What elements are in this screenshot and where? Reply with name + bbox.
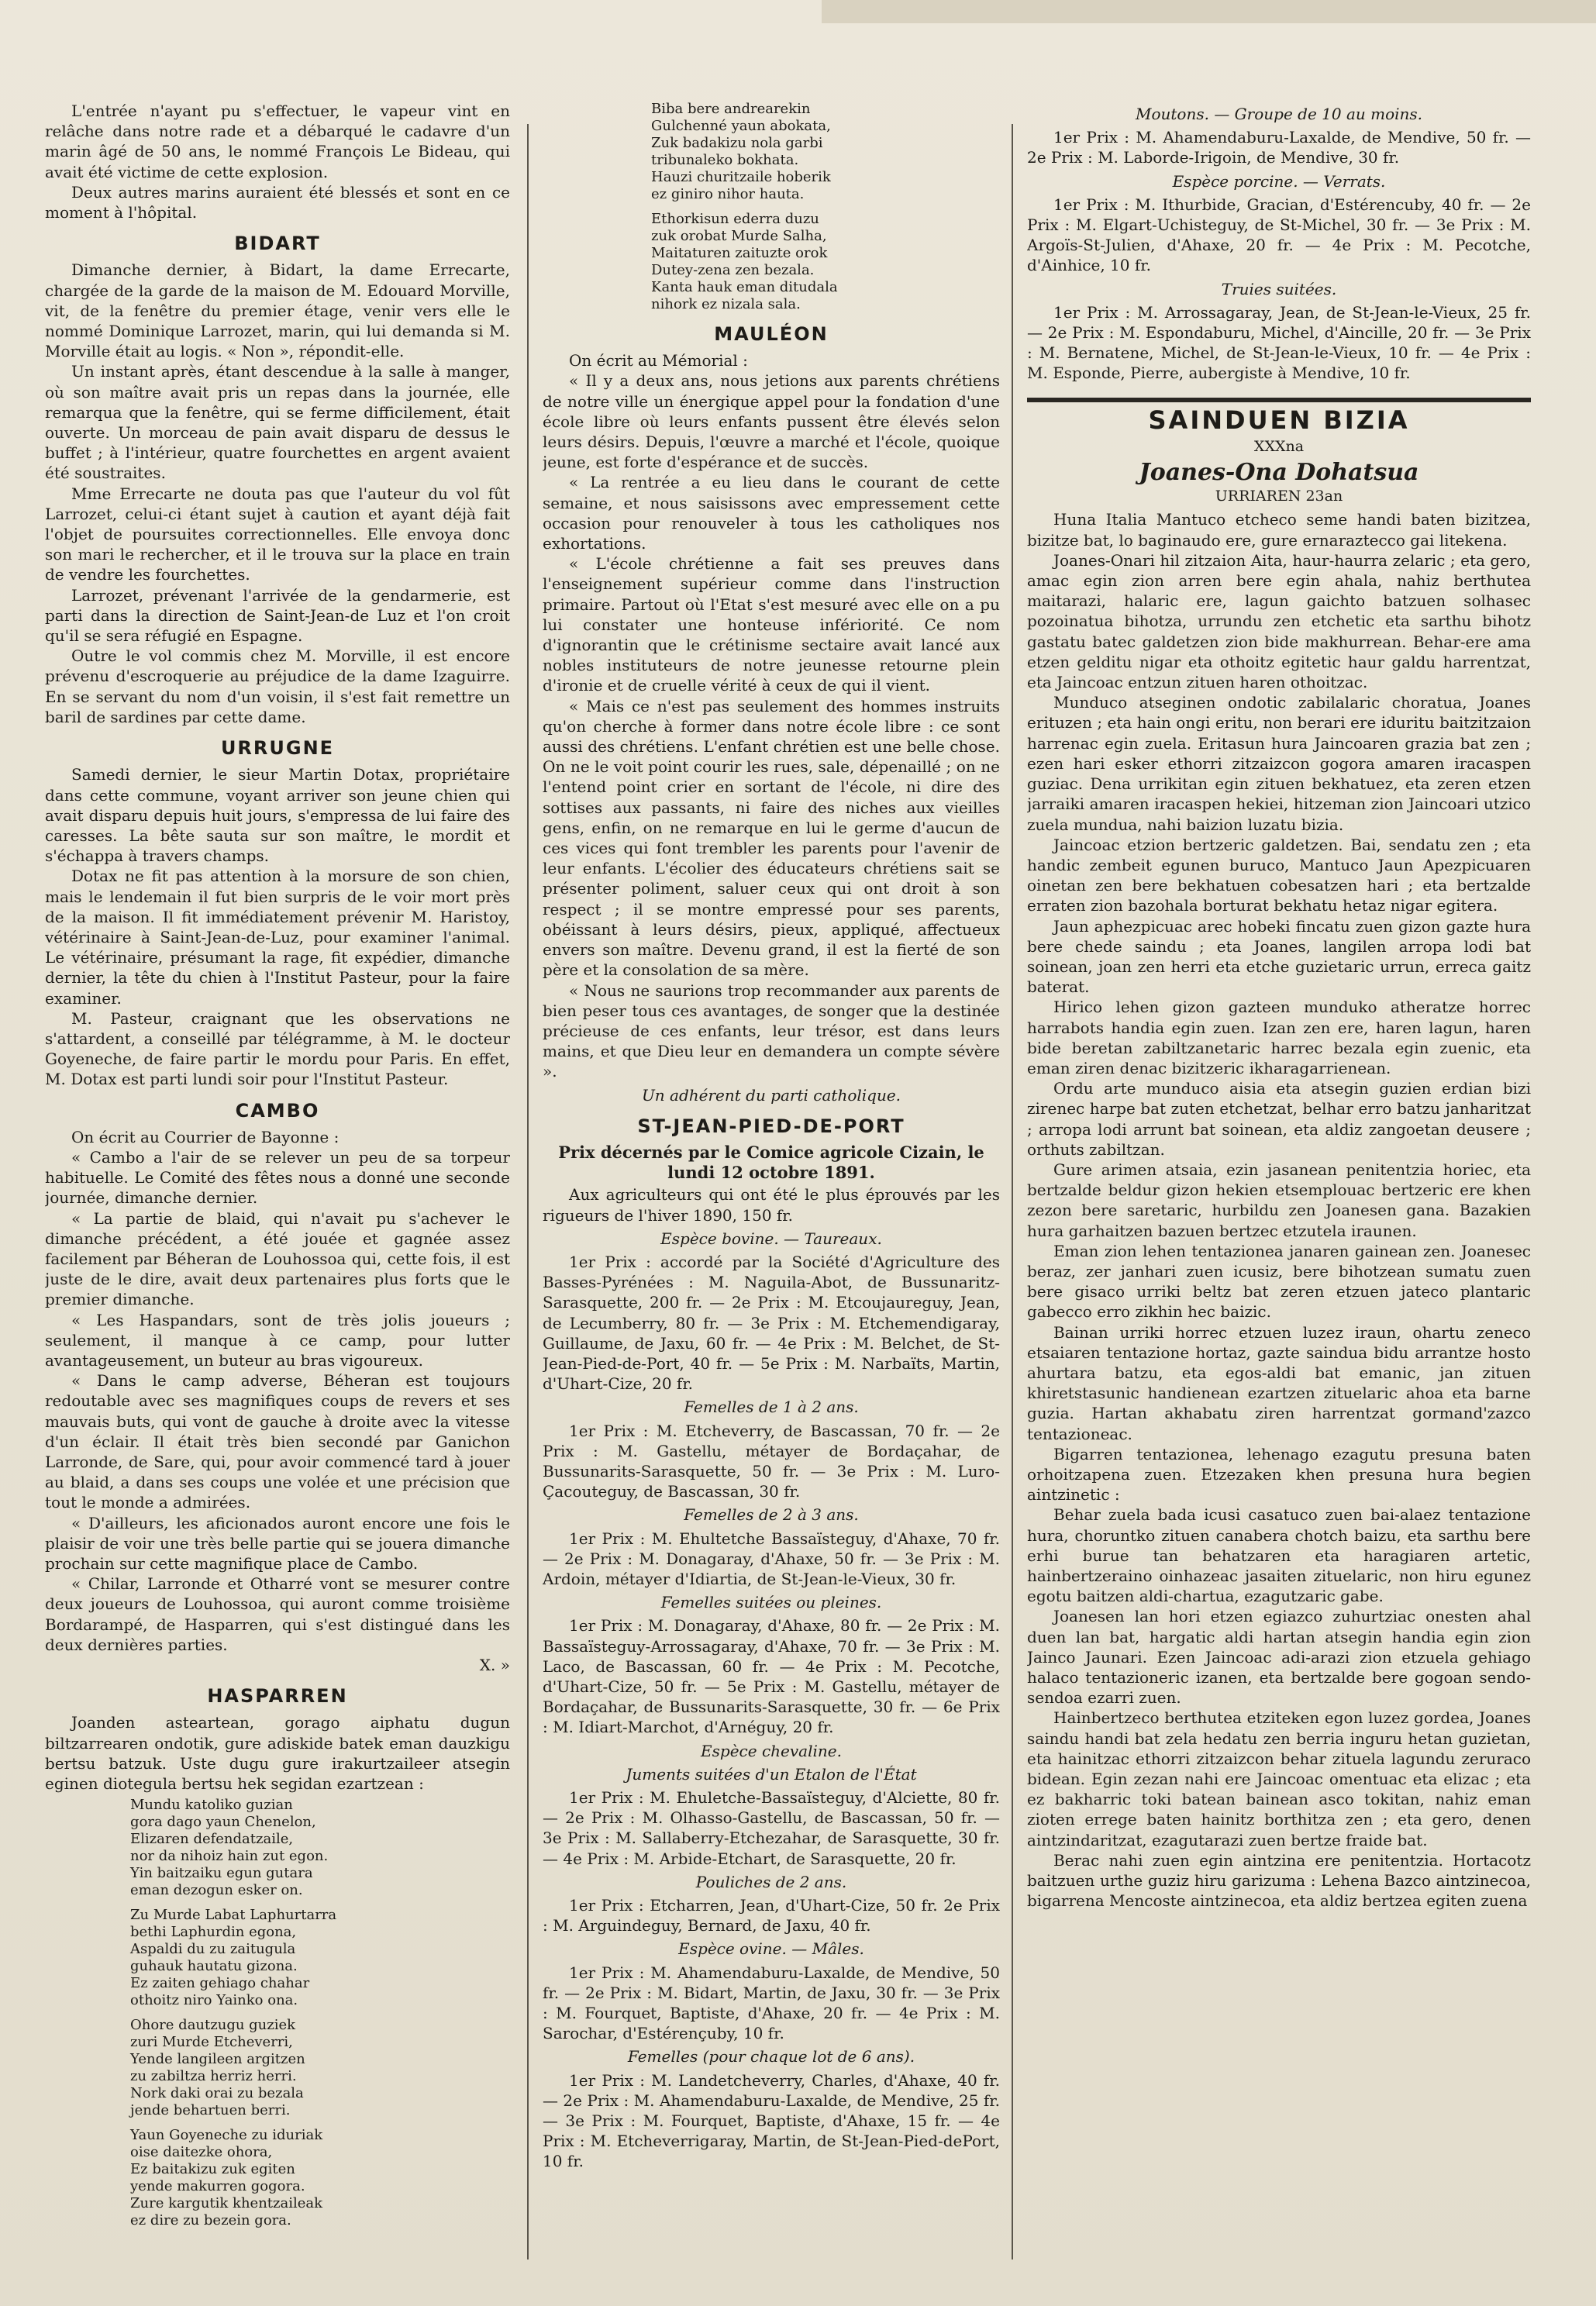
poem-line: Gulchenné yaun abokata, <box>651 118 831 134</box>
paragraph: Behar zuela bada icusi casatuco zuen bai-alaez tentazione hura, choruntko zituen canabera chotch baizu, eta sarthu bere erhi burue tan behatzaren eta haragiaren artetic, hainbertzeraino oinhazeac jasaiten zituelaric, non hiru egunez egotu baitzen aldi-chartua, ezagutzaric gabe. <box>1027 1505 1531 1606</box>
paragraph: « Dans le camp adverse, Béheran est toujours redoutable avec ses magnifiques coups de revers et ses mauvais buts, qui vont de gauche à droite avec la vitesse d'un éclair. Il était très bien secondé par Ganichon Larronde, de Sare, qui, pour avoir commencé tard à jouer au blaid, a dans ses coups une volée et une précision que tout le monde a admirées. <box>45 1371 510 1512</box>
poem-line: eman dezogun esker on. <box>130 1882 303 1899</box>
paragraph: M. Pasteur, craignant que les observations ne s'attardent, a conseillé par télégramme, à M. le docteur Goyeneche, de faire partir le mordu pour Paris. En effet, M. Dotax est parti lundi soir pour l'Institut Pasteur. <box>45 1008 510 1089</box>
subsection-heading: Espèce ovine. — Mâles. <box>678 1939 864 1959</box>
paragraph: 1er Prix : M. Ithurbide, Gracian, d'Estérencuby, 40 fr. — 2e Prix : M. Elgart-Uchisteguy, de St-Michel, 30 fr. — 3e Prix : M. Argoïs-St-Julien, d'Ahaxe, 20 fr. — 4e Prix : M. Pecotche, d'Ainhice, 10 fr. <box>1027 195 1531 275</box>
article-title: Joanes-Ona Dohatsua <box>1139 459 1419 487</box>
paragraph: « Cambo a l'air de se relever un peu de sa torpeur habituelle. Le Comité des fêtes nous a donné une seconde journée, dimanche dernier. <box>45 1147 510 1208</box>
subsection-heading: Espèce porcine. — Verrats. <box>1172 171 1386 191</box>
subsection-heading: Espèce chevaline. <box>701 1741 842 1760</box>
paragraph: Outre le vol commis chez M. Morville, il est encore prévenu d'escroquerie au préjudice de la dame Izaguirre. En se servant du nom d'un voisin, il s'est fait remettre un baril de sardines par cette dame. <box>45 646 510 726</box>
subsection-heading: Moutons. — Groupe de 10 au moins. <box>1135 105 1423 123</box>
paragraph: Eman zion lehen tentazionea janaren gainean zen. Joanesec beraz, zer janhari zuen icusiz, bere bihotzean sumatu zuen bere gisaco urriki beltz bat zeren etzuen jateco plantaric gabecco erro zikhin hec baizic. <box>1027 1241 1531 1322</box>
poem-line: ez dire zu bezein gora. <box>130 2212 291 2229</box>
paragraph: « Chilar, Larronde et Otharré vont se mesurer contre deux joueurs de Louhossoa, qui auront comme troisième Bordarampé, de Hasparren, qui s'est distingué dans les deux dernières parties. <box>45 1574 510 1654</box>
subsection-heading: Juments suitées d'un Etalon de l'État <box>626 1764 917 1784</box>
poem-line: Zu Murde Labat Laphurtarra <box>130 1907 337 1924</box>
poem-line: Ez zaiten gehiago chahar <box>130 1975 310 1992</box>
poem-line: bethi Laphurdin egona, <box>130 1924 297 1941</box>
paragraph: 1er Prix : M. Arrossagaray, Jean, de St-Jean-le-Vieux, 25 fr. — 2e Prix : M. Espondaburu, Michel, d'Aincille, 20 fr. — 3e Prix : M. Bernatene, Michel, de St-Jean-le-Vieux, 10 fr. — 4e Prix : M. Esponde, Pierre, aubergiste à Mendive, 10 fr. <box>1027 302 1531 383</box>
poem-line: Yin baitzaiku egun gutara <box>130 1865 313 1882</box>
paragraph: « Mais ce n'est pas seulement des hommes instruits qu'on cherche à former dans notre école libre : ce sont aussi des chrétiens. L'enfant chrétien est une belle chose. On ne le voit point courir les rues, sale, dépenaillé ; on ne l'entend point crier en sortant de l'école, ni dire des sottises aux passants, ni faire des niches aux vieilles gens, enfin, on ne remarque en lui le germe d'aucun de ces vices qui font trembler les parents pour l'avenir de leur enfants. L'écolier des éducateurs chrétiens sait se présenter poliment, saluer ceux qui ont droit à son respect ; il se montre empressé pour ses parents, obéissant à leurs désirs, pieux, appliqué, affectueux envers son maître. Devenu grand, il est la fierté de son père et la consolation de sa mère. <box>543 696 1000 980</box>
poem-line: Nork daki orai zu bezala <box>130 2085 304 2102</box>
section-heading-cambo: CAMBO <box>235 1099 320 1122</box>
column-rule <box>527 124 529 2259</box>
poem-line: Hauzi churitzaile hoberik <box>651 169 831 185</box>
section-heading-mauleon: MAULÉON <box>714 323 829 345</box>
paragraph: Joanes-Onari hil zitzaion Aita, haur-haurra zelaric ; eta gero, amac egin zion arren bere egin ahala, nahiz berthutea maitarazi, halaric ere, lagun gaichto batzuen solhasec pozoinatua bihotza, urrundu zen etchetic eta sarthu bihotz gastatu batec galdetzen zion bide makhurrean. Behar-ere ama etzen gelditu nigar eta othoitz egitetic haur galdu harrentzat, eta Jaincoac entzun zituen haren othoitzac. <box>1027 550 1531 692</box>
paragraph: On écrit au Courrier de Bayonne : <box>71 1127 340 1146</box>
section-heading-urrugne: URRUGNE <box>220 737 335 760</box>
paragraph: 1er Prix : M. Ahamendaburu-Laxalde, de Mendive, 50 fr. — 2e Prix : M. Bidart, Martin, de Jaxu, 30 fr. — 3e Prix : M. Fourquet, Baptiste, d'Ahaxe, 20 fr. — 4e Prix : M. Sarochar, d'Estérençuby, 10 fr. <box>543 1963 1000 2043</box>
paragraph: Ordu arte munduco aisia eta atsegin guzien erdian bizi zirenec harpe bat zuten etchetzat, belhar erro batzu janharitzat ; arropa lodi arrunt bat soinean, eta aldiz zangoetan deusere ; orthuts zabiltzan. <box>1027 1079 1531 1159</box>
column-1 <box>45 101 510 2275</box>
poem-line: Aspaldi du zu zaitugula <box>130 1941 296 1958</box>
date-line: URRIAREN 23an <box>1215 488 1343 505</box>
poem-stanza <box>130 2127 510 2229</box>
poem-stanza <box>651 211 1000 313</box>
paragraph: « Il y a deux ans, nous jetions aux parents chrétiens de notre ville un énergique appel pour la fondation d'une école libre où leurs enfants pussent être élevés selon leurs désirs. Depuis, l'œuvre a marché et l'école, quoique jeune, est forte d'espérance et de succès. <box>543 371 1000 472</box>
poem-stanza <box>130 1907 510 2009</box>
paragraph: Jaun aphezpicuac arec hobeki fincatu zuen gizon gazte hura bere chede saindu ; eta Joanes, langilen arropa lodi bat soinean, joan zen herri eta etche guzietaric urrun, erreca gaitz baterat. <box>1027 916 1531 997</box>
subsection-heading: Femelles de 1 à 2 ans. <box>684 1398 859 1417</box>
section-heading-bidart: BIDART <box>234 233 321 255</box>
paragraph: Jaincoac etzion bertzeric galdetzen. Bai, sendatu zen ; eta handic zembeit egunen buruco, Mantuco Jaun Apezpicuaren oinetan zen bere bekhatuen cobesatzen hari ; eta bertzalde erraten zion bazohala borturat bekhatu hetaz nigar egitera. <box>1027 835 1531 915</box>
prize-list-title: Prix décernés par le Comice agricole Cizain, le lundi 12 octobre 1891. <box>558 1142 984 1183</box>
poem-line: zuri Murde Etcheverri, <box>130 2034 293 2051</box>
column-3 <box>1027 101 1531 2275</box>
paragraph: Joanden asteartean, gorago aiphatu dugun biltzarrearen ondotik, gure adiskide batek eman dauzkigu bertsu batzuk. Uste dugu gure irakurtzaileer atsegin eginen diotegula bertsu hek segidan ezartzean : <box>45 1713 510 1794</box>
paragraph: 1er Prix : accordé par la Société d'Agriculture des Basses-Pyrénées : M. Naguila-Abot, de Bussunaritz-Sarasquette, 200 fr. — 2e Prix : M. Etcoujaureguy, Jean, de Lecumberry, 80 fr. — 3e Prix : M. Etchemendigaray, Guillaume, de Jaxu, 60 fr. — 4e Prix : M. Belchet, de St-Jean-Pied-de-Port, 40 fr. — 5e Prix : M. Narbaïts, Martin, d'Uhart-Cize, 20 fr. <box>543 1252 1000 1394</box>
paragraph: Dotax ne fit pas attention à la morsure de son chien, mais le lendemain il fut bien surpris de le voir mort près de la maison. Il fit immédiatement prévenir M. Haristoy, vétérinaire à Saint-Jean-de-Luz, pour examiner l'animal. Le vétérinaire, présumant la rage, fit expédier, dimanche dernier, la tête du chien à l'Institut Pasteur, pour la faire examiner. <box>45 867 510 1008</box>
column-2 <box>543 101 1000 2275</box>
poem-line: Zure kargutik khentzaileak <box>130 2195 323 2212</box>
paragraph: Hirico lehen gizon gazteen munduko atheratze horrec harrabots handia egin zuen. Izan zen ere, haren lagun, haren bide beretan zabiltzanetaric harrec bezala egin zuenic, eta eman ziren denac bizitzeric ikharagarrienean. <box>1027 998 1531 1077</box>
paragraph: Aux agriculteurs qui ont été le plus éprouvés par les rigueurs de l'hiver 1890, 150 fr. <box>543 1185 1000 1225</box>
paragraph: Bainan urriki horrec etzuen luzez iraun, ohartu zeneco etsaiaren tentazione hortaz, gazte saindua bidu arrantze hosto ahurtara batzu, eta egos-aldi bat emanic, jan zituen khiretstasunic handienean ezartzen zituelaric ahoa eta barne guzia. Hartan akhabatu ziren harrentzat gormand'zazco tentazioneac. <box>1027 1322 1531 1443</box>
paragraph: Berac nahi zuen egin aintzina ere penitentzia. Hortacotz baitzuen urthe guziz hiru garizuma : Lehena Bazco aintzinecoa, bigarrena Mencoste aintzinecoa, eta aldiz bertzea egiten zuena <box>1027 1850 1531 1911</box>
poem-continued <box>651 101 1000 313</box>
paragraph: Larrozet, prévenant l'arrivée de la gendarmerie, est parti dans la direction de Saint-Jean-de Luz et l'on croit qu'il se sera réfugié en Espagne. <box>45 585 510 646</box>
paragraph: 1er Prix : M. Ehultetche Bassaïsteguy, d'Ahaxe, 70 fr. — 2e Prix : M. Donagaray, d'Ahaxe, 50 fr. — 3e Prix : M. Ardoin, métayer d'Idiartia, de St-Jean-le-Vieux, 30 fr. <box>543 1529 1000 1588</box>
paragraph: Deux autres marins auraient été blessés et sont en ce moment à l'hôpital. <box>45 182 510 222</box>
poem-line: Dutey-zena zen bezala. <box>651 262 815 278</box>
signature: Un adhérent du parti catholique. <box>641 1085 901 1105</box>
poem-line: Biba bere andrearekin <box>651 101 811 117</box>
poem-line: ez giniro nihor hauta. <box>651 186 805 202</box>
poem-line: Ohore dautzugu guziek <box>130 2017 296 2034</box>
paragraph: 1er Prix : M. Donagaray, d'Ahaxe, 80 fr. — 2e Prix : M. Bassaïsteguy-Arrossagaray, d'Ahaxe, 70 fr. — 3e Prix : M. Laco, de Bascassan, 60 fr. — 4e Prix : M. Pecotche, d'Uhart-Cize, 50 fr. — 5e Prix : M. Gastellu, métayer de Bordaçahar, de Bussunarits-Sarasquette, 30 fr. — 6e Prix : M. Idiart-Marchot, d'Arnéguy, 20 fr. <box>543 1616 1000 1737</box>
poem-line: gora dago yaun Chenelon, <box>130 1814 316 1831</box>
section-heading-st-jean-pied-de-port: ST-JEAN-PIED-DE-PORT <box>637 1115 905 1137</box>
paragraph: « D'ailleurs, les aficionados auront encore une fois le plaisir de voir une très belle partie qui se jouera dimanche prochain sur cette magnifique place de Cambo. <box>45 1513 510 1574</box>
torn-edge <box>822 0 1596 23</box>
poem-line: nor da nihoiz hain zut egon. <box>130 1848 329 1865</box>
poem-stanza <box>130 1797 510 1899</box>
paragraph: « La partie de blaid, qui n'avait pu s'achever le dimanche précédent, a été jouée et gagnée assez facilement par Béheran de Louhossoa qui, cette fois, il est juste de le dire, avait deux partenaires plus forts que le premier dimanche. <box>45 1208 510 1309</box>
poem-line: zu zabiltza herriz herri. <box>130 2068 297 2085</box>
paragraph: Bigarren tentazionea, lehenago ezagutu presuna baten orhoitzapena zuen. Etzezaken khen presuna hura begien aintzinetic : <box>1027 1444 1531 1505</box>
paragraph: L'entrée n'ayant pu s'effectuer, le vapeur vint en relâche dans notre rade et a débarqué le cadavre d'un marin âgé de 50 ans, le nommé François Le Bideau, qui avait été victime de cette explosion. <box>45 102 510 181</box>
poem-stanza <box>130 2017 510 2119</box>
paragraph: Munduco atseginen ondotic zabilalaric choratua, Joanes erituzen ; eta hain ongi eritu, non berari ere iduritu baitzitzaion harrenac egin zuela. Eritasun hura Jaincoaren grazia bat zen ; ezen hari esker ethorri zitzaizcon gogora amaren iracaspen guziac. Dena urrikitan egin zituen bekhatuez, eta zeren etzen jarraiki amaren iracaspen hekiei, hitzeman zion Jaincoari utzico zuela mundua, nahi baizion luzatu bizia. <box>1027 693 1531 834</box>
poem-line: Mundu katoliko guzian <box>130 1797 293 1814</box>
paragraph: « Les Haspandars, sont de très jolis joueurs ; seulement, il manque à ce camp, pour lutter avantageusement, un buteur au bras vigoureux. <box>45 1310 510 1370</box>
paragraph: Joanesen lan hori etzen egiazco zuhurtziac onesten ahal duen lan bat, hargatic aldi hartan atsegin handia egin zion Jainco Jaunari. Ezen Jaincoac adi-arazi zion etzuela gehiago halaco tentazioneric izanen, eta bertzalde bere gogoan sendo-sendoa ezarri zuen. <box>1027 1607 1531 1708</box>
poem-line: nihork ez nizala sala. <box>651 296 801 312</box>
poem-line: Yaun Goyeneche zu iduriak <box>130 2127 323 2144</box>
paragraph: 1er Prix : M. Etcheverry, de Bascassan, 70 fr. — 2e Prix : M. Gastellu, métayer de Bordaçahar, de Bussunarits-Sarasquette, 50 fr. — 3e Prix : M. Luro-Çacouteguy, de Bascassan, 30 fr. <box>543 1421 1000 1501</box>
chapter-number: XXXna <box>1253 437 1305 455</box>
subsection-heading: Espèce bovine. — Taureaux. <box>660 1229 882 1248</box>
poem-line: Kanta hauk eman ditudala <box>651 279 838 295</box>
poem-stanza <box>651 101 1000 203</box>
paragraph: Huna Italia Mantuco etcheco seme handi baten bizitzea, bizitze bat, lo baginaudo ere, gure ernaraztecco gai litekena. <box>1027 510 1531 550</box>
subsection-heading: Femelles de 2 à 3 ans. <box>684 1505 859 1525</box>
poem-line: guhauk hautatu gizona. <box>130 1958 298 1975</box>
section-heading-hasparren: HASPARREN <box>207 1685 348 1708</box>
paragraph: 1er Prix : M. Landetcheverry, Charles, d'Ahaxe, 40 fr. — 2e Prix : M. Ahamendaburu-Laxalde, de Mendive, 25 fr. — 3e Prix : M. Fourquet, Baptiste, d'Ahaxe, 15 fr. — 4e Prix : M. Etcheverrigaray, Martin, de St-Jean-Pied-dePort, 10 fr. <box>543 2070 1000 2171</box>
poem-line: Maitaturen zaituzte orok <box>651 245 828 261</box>
paragraph: On écrit au Mémorial : <box>569 351 748 371</box>
signature: X. » <box>479 1656 510 1675</box>
paragraph: 1er Prix : M. Ehuletche-Bassaïsteguy, d'Alciette, 80 fr. — 2e Prix : M. Olhasso-Gastellu, de Bascassan, 50 fr. — 3e Prix : M. Sallaberry-Etchezahar, de Sarasquette, 30 fr. — 4e Prix : M. Arbide-Etchart, de Sarasquette, 20 fr. <box>543 1788 1000 1868</box>
poem <box>130 1797 510 2229</box>
poem-line: jende behartuen berri. <box>130 2102 291 2119</box>
poem-line: Ethorkisun ederra duzu <box>651 211 819 227</box>
subsection-heading: Truies suitées. <box>1221 279 1337 298</box>
poem-line: Elizaren defendatzaile, <box>130 1831 294 1848</box>
poem-line: oise daitezke ohora, <box>130 2144 273 2161</box>
subsection-heading: Pouliches de 2 ans. <box>695 1872 847 1891</box>
poem-line: zuk orobat Murde Salha, <box>651 228 827 244</box>
paragraph: 1er Prix : Etcharren, Jean, d'Uhart-Cize, 50 fr. 2e Prix : M. Arguindeguy, Bernard, de Jaxu, 40 fr. <box>543 1896 1000 1935</box>
poem-line: othoitz niro Yainko ona. <box>130 1992 298 2009</box>
section-banner: SAINDUEN BIZIA <box>1027 398 1531 430</box>
paragraph: Dimanche dernier, à Bidart, la dame Errecarte, chargée de la garde de la maison de M. Edouard Morville, vit, de la fenêtre du premier étage, venir vers elle le nommé Dominique Larrozet, marin, qui lui demanda si M. Morville était au logis. « Non », répondit-elle. <box>45 260 510 361</box>
paragraph: Mme Errecarte ne douta pas que l'auteur du vol fût Larrozet, celui-ci étant sujet à caution et ayant déjà fait l'objet de poursuites correctionnelles. Elle envoya donc son mari le rechercher, et il le trouva sur la place en train de vendre les fourchettes. <box>45 484 510 584</box>
paragraph: « Nous ne saurions trop recommander aux parents de bien peser tous ces avantages, de songer que la destinée précieuse de ces enfants, leur trésor, est dans leurs mains, et que Dieu leur en demandera un compte sévère ». <box>543 981 1000 1081</box>
paragraph: Samedi dernier, le sieur Martin Dotax, propriétaire dans cette commune, voyant arriver son jeune chien qui avait disparu depuis huit jours, s'empressa de lui faire des caresses. La bête sauta sur son maître, le mordit et s'échappa à travers champs. <box>45 765 510 866</box>
poem-line: Zuk badakizu nola garbi <box>651 135 823 151</box>
poem-line: tribunaleko bokhata. <box>651 152 799 168</box>
poem-line: Ez baitakizu zuk egiten <box>130 2161 295 2178</box>
subsection-heading: Femelles suitées ou pleines. <box>660 1593 882 1612</box>
paragraph: « L'école chrétienne a fait ses preuves dans l'enseignement supérieur comme dans l'instruction primaire. Partout où l'Etat s'est mesuré avec elle on a pu lui constater une honteuse infériorité. Ce nom d'ignorantin que le crétinisme sectaire avait lancé aux nobles instituteurs de notre jeunesse retourne plein d'ironie et de cruelle vérité à ceux de qui il vient. <box>543 554 1000 695</box>
paragraph: Un instant après, étant descendue à la salle à manger, où son maître avait pris un repas dans la journée, elle remarqua que la fenêtre, qui se ferme difficilement, était ouverte. Un morceau de pain avait disparu de dessus le buffet ; à l'intérieur, quatre fourchettes en argent avaient été soustraites. <box>45 362 510 483</box>
poem-line: Yende langileen argitzen <box>130 2051 305 2068</box>
column-rule <box>1012 124 1013 2259</box>
poem-line: yende makurren gogora. <box>130 2178 305 2195</box>
paragraph: Hainbertzeco berthutea etziteken egon luzez gordea, Joanes saindu handi bat zela hedatu zen berria inguru hetan guzietan, eta hainitzac ethorri zitzaizcon behar zituela lagundu zeruraco bidean. Egin zezan nahi ere Jaincoac omentuac eta elizac ; eta ez bakharric toki batean bainean asco tokitan, nahiz eman zioten errege baten hainitz borthitza zen ; eta gero, denen aintzindaritzat, ezagutarazi zuen bertze fraide bat. <box>1027 1708 1531 1849</box>
paragraph: 1er Prix : M. Ahamendaburu-Laxalde, de Mendive, 50 fr. — 2e Prix : M. Laborde-Irigoin, de Mendive, 30 fr. <box>1027 128 1531 167</box>
subsection-heading: Femelles (pour chaque lot de 6 ans). <box>627 2047 915 2066</box>
paragraph: Gure arimen atsaia, ezin jasanean penitentzia horiec, eta bertzalde beldur gizon hekien etsemplouac bertzeric ere khen zezon bere saretaric, hurbildu zen Joanesen gana. Bazakien hura garhaitzen bazuen bertzec etzutela iraunen. <box>1027 1160 1531 1240</box>
paragraph: « La rentrée a eu lieu dans le courant de cette semaine, et nous saisissons avec empressement cette occasion pour renouveler à tous les catholiques nos exhortations. <box>543 473 1000 553</box>
